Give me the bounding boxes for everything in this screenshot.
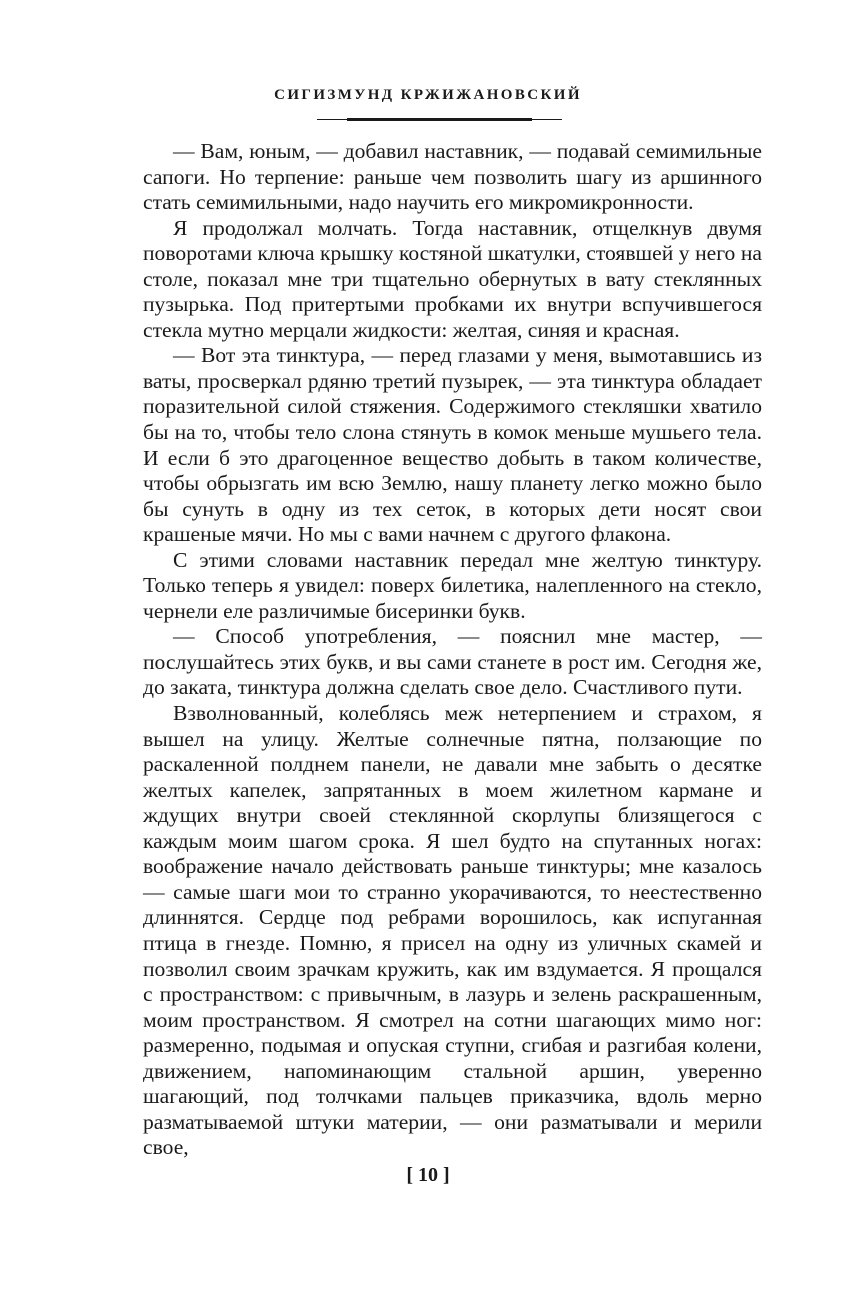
page-number-value: 10 (418, 1164, 438, 1186)
running-head: СИГИЗМУНД КРЖИЖАНОВСКИЙ (274, 87, 582, 103)
body-text (143, 139, 762, 1161)
paragraph: С этими словами наставник передал мне желтую тинктуру. Только теперь я увидел: поверх билетика, налепленного на стекло, чернели еле различимые бисеринки букв. (143, 547, 762, 623)
paragraph: — Вам, юным, — добавил наставник, — подавай семимильные сапоги. Но терпение: раньше чем позволить шагу из аршинного стать семимильными, надо научить его микромикронности. (143, 139, 762, 215)
paragraph: — Способ употребления, — пояснил мне мастер, — послушайтесь этих букв, и вы сами станете в рост им. Сегодня же, до заката, тинктура должна сделать свое дело. Счастливого пути. (143, 624, 762, 700)
paragraph: — Вот эта тинктура, — перед глазами у меня, вымотавшись из ваты, просверкал рдяню третий пузырек, — эта тинктура обладает поразительной силой стяжения. Содержимого стекляшки хватило бы на то, чтобы тело слона стянуть в комок меньше мушьего тела. И если б это драгоценное вещество добыть в таком количестве, чтобы обрызгать им всю Землю, нашу планету легко можно было бы сунуть в одну из тех сеток, в которых дети носят свои крашеные мячи. Но мы с вами начнем с другого флакона. (143, 343, 762, 547)
paragraph: Я продолжал молчать. Тогда наставник, отщелкнув двумя поворотами ключа крышку костяной шкатулки, стоявшей у него на столе, показал мне три тщательно обернутых в вату стеклянных пузырька. Под притертыми пробками их внутри вспучившегося стекла мутно мерцали жидкости: желтая, синяя и красная. (143, 215, 762, 342)
running-head-container (0, 84, 856, 104)
page-bracket-open: [ (406, 1164, 413, 1186)
header-rule (347, 118, 532, 121)
page-bracket-close: ] (443, 1164, 450, 1186)
page-number (0, 1164, 856, 1187)
paragraph: Взволнованный, колеблясь меж нетерпением и страхом, я вышел на улицу. Желтые солнечные пятна, ползающие по раскаленной полднем панели, не давали мне забыть о десятке желтых капелек, запрятанных в моем жилетном кармане и ждущих внутри своей стеклянной скорлупы близящегося с каждым моим шагом срока. Я шел будто на спутанных ногах: воображение начало действовать раньше тинктуры; мне казалось — самые шаги мои то странно укорачиваются, то неестественно длиннятся. Сердце под ребрами ворошилось, как испуганная птица в гнезде. Помню, я присел на одну из уличных скамей и позволил своим зрачкам кружить, как им вздумается. Я прощался с пространством: с привычным, в лазурь и зелень раскрашенным, моим пространством. Я смотрел на сотни шагающих мимо ног: размеренно, подымая и опуская ступни, сгибая и разгибая колени, движением, напоминающим стальной аршин, уверенно шагающий, под толчками пальцев приказчика, вдоль мерно разматываемой штуки материи, — они разматывали и мерили свое, (143, 701, 762, 1160)
